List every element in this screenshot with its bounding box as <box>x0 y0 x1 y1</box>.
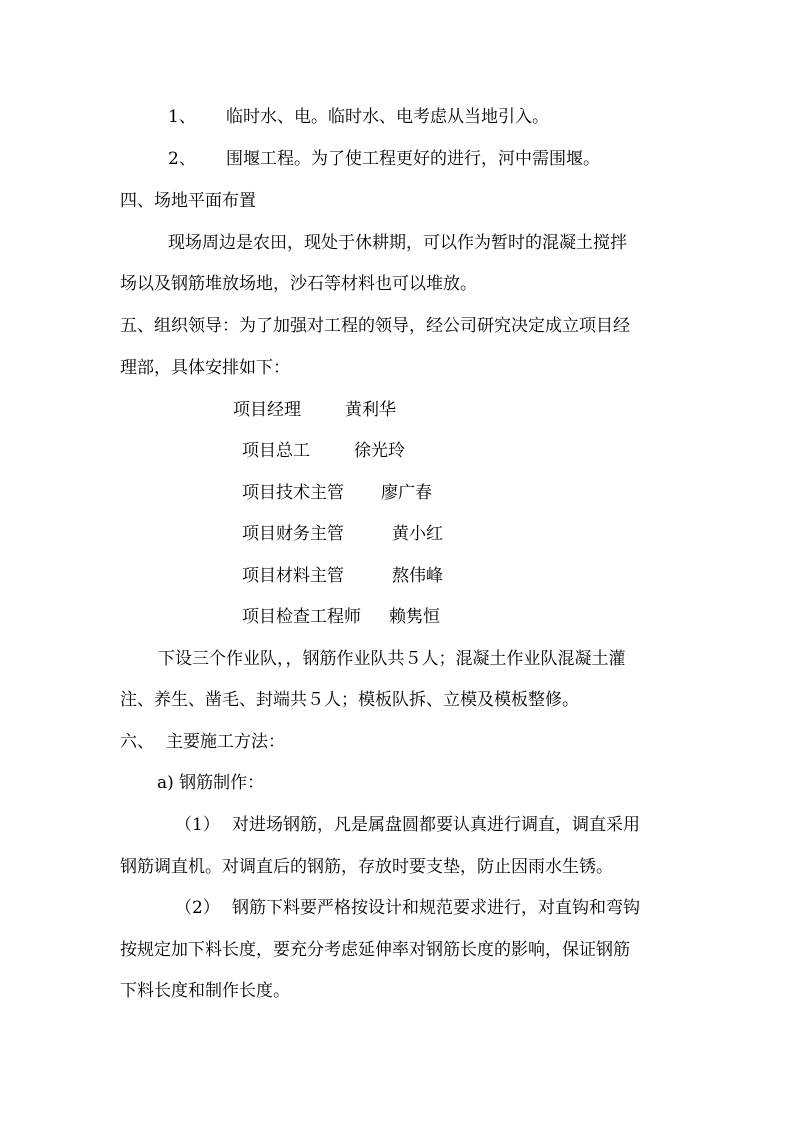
paragraph-1-line-2: 钢筋调直机。对调直后的钢筋，存放时要支垫，防止因雨水生锈。 <box>120 857 613 877</box>
staff-row-4 <box>242 523 443 545</box>
subsection-a-heading: a) 钢筋制作： <box>157 773 265 793</box>
section-4-paragraph-line-1: 现场周边是农田，现处于休耕期，可以作为暂时的混凝土搅拌 <box>168 233 627 253</box>
staff-role: 项目材料主管 <box>242 566 344 586</box>
staff-row-5 <box>242 565 443 587</box>
item-2-number: 2、 <box>168 149 196 169</box>
section-4-heading: 四、场地平面布置 <box>120 191 256 211</box>
staff-name: 黄利华 <box>345 400 396 420</box>
list-item-1 <box>168 106 549 128</box>
staff-role: 项目技术主管 <box>242 483 344 503</box>
paragraph-2-line-3: 下料长度和制作长度。 <box>120 981 290 1001</box>
paragraph-2-text: 钢筋下料要严格按设计和规范要求进行，对直钩和弯钩 <box>232 898 640 918</box>
staff-name: 熬伟峰 <box>392 566 443 586</box>
teams-line-1: 下设三个作业队，，钢筋作业队共５人；混凝土作业队混凝土灌 <box>158 649 626 669</box>
staff-name: 廖广春 <box>381 483 432 503</box>
section-5-line-2: 理部，具体安排如下： <box>120 358 290 378</box>
staff-row-1 <box>233 399 396 421</box>
staff-role: 项目检查工程师 <box>242 607 361 627</box>
paragraph-2-line-1 <box>175 897 640 919</box>
staff-name: 赖隽恒 <box>389 607 440 627</box>
section-6-heading <box>120 731 285 753</box>
paragraph-1-line-1 <box>175 814 640 836</box>
staff-name: 黄小红 <box>392 524 443 544</box>
paragraph-2-number: （2） <box>175 898 220 918</box>
staff-row-2 <box>242 440 405 462</box>
paragraph-1-number: （1） <box>175 815 220 835</box>
staff-row-3 <box>242 482 432 504</box>
section-6-number: 六、 <box>120 732 154 752</box>
section-4-paragraph-line-2: 场以及钢筋堆放场地，沙石等材料也可以堆放。 <box>120 274 477 294</box>
teams-line-2: 注、养生、凿毛、封端共５人；模板队拆、立模及模板整修。 <box>120 690 579 710</box>
section-5-line-1: 五、组织领导：为了加强对工程的领导，经公司研究决定成立项目经 <box>120 316 630 336</box>
paragraph-2-line-2: 按规定加下料长度，要充分考虑延伸率对钢筋长度的影响，保证钢筋 <box>120 940 630 960</box>
staff-name: 徐光玲 <box>354 441 405 461</box>
item-2-text: 围堰工程。为了使工程更好的进行，河中需围堰。 <box>226 149 600 169</box>
staff-role: 项目总工 <box>242 441 310 461</box>
section-6-title: 主要施工方法： <box>166 732 285 752</box>
staff-row-6 <box>242 606 440 628</box>
staff-role: 项目经理 <box>233 400 301 420</box>
item-1-text: 临时水、电。临时水、电考虑从当地引入。 <box>226 107 549 127</box>
staff-role: 项目财务主管 <box>242 524 344 544</box>
paragraph-1-text: 对进场钢筋，凡是属盘圆都要认真进行调直，调直采用 <box>232 815 640 835</box>
list-item-2 <box>168 148 600 170</box>
item-1-number: 1、 <box>168 107 196 127</box>
